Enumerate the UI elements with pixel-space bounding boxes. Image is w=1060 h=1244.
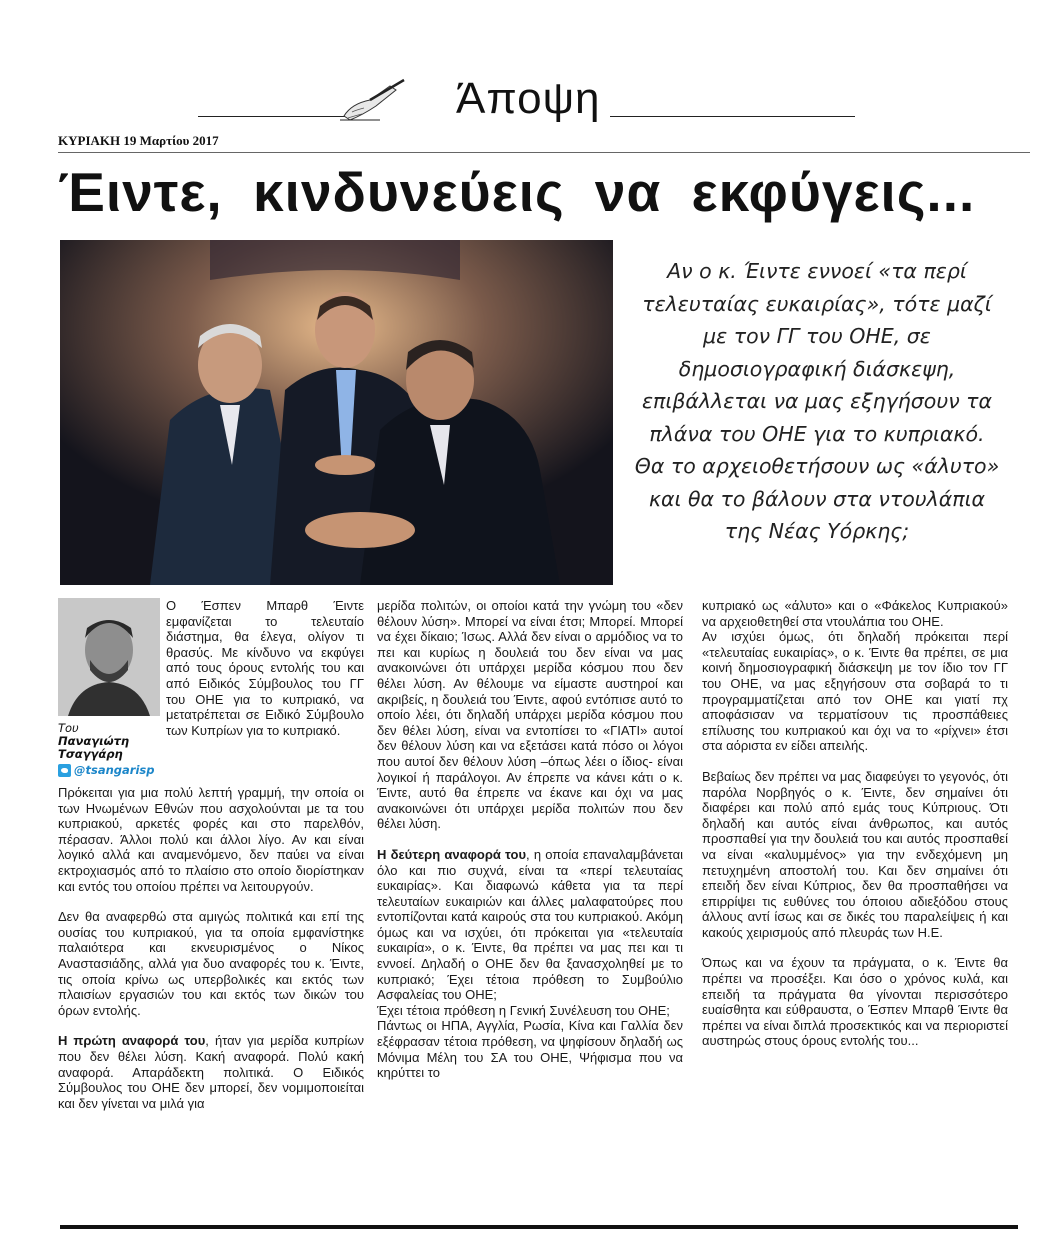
twitter-icon xyxy=(58,764,71,777)
header-rule-left xyxy=(198,116,348,117)
headline: Έιντε, κινδυνεύεις να εκφύγεις... xyxy=(58,161,976,223)
paragraph: Αν ισχύει όμως, ότι δηλαδή πρόκειται περί «τελευταίας ευκαιρίας», ο κ. Έιντε θα πρέπει, σε μια κοινή δημοσιογραφική διάσκεψη με τον ίδιο τον ΓΓ του ΟΗΕ, να μας εξηγήσουν στα σοβαρά το τι προγραμματίζεται από τον ΟΗΕ και γιατί πχ αποφάσισαν να τερματίσουν τις προσπάθειες επίλυσης του κυπριακού και όχι να το «ρίχνει» έτσι στα αόριστα εν είδει απειλής. xyxy=(702,629,1008,754)
paragraph: Βεβαίως δεν πρέπει να μας διαφεύγει το γεγονός, ότι παρόλα Νορβηγός ο κ. Έιντε, δεν σημαίνει ότι διαφέρει και πολύ από εμάς τους Κύπριους. Ότι δηλαδή και αυτός είναι άνθρωπος, και αυτός προσπαθεί για την δουλειά του και αυτός προσπαθεί να είναι «καλυμμένος» για την ενδεχόμενη μη πετυχημένη αποστολή του. Και δεν σημαίνει ότι επειδή δεν είναι Κύπριος, δεν θα προσπαθήσει να επιρρίψει τις ευθύνες του όποιου αδιεξόδου στους άλλους αντί ίσως και σε δικές του παραλείψεις ή και κακούς χειρισμούς από πλευράς των Η.Ε. xyxy=(702,768,1008,940)
paragraph xyxy=(377,847,683,1003)
section-title: Άποψη xyxy=(456,74,601,123)
dateline: ΚΥΡΙΑΚΗ 19 Μαρτίου 2017 xyxy=(58,133,219,148)
paragraph-text: , η οποία επαναλαμβάνεται όλο και πιο συχνά, είναι τα «περί τελευταίας ευκαιρίας». Και διαφωνώ κάθετα για τα περί τελευταίων ευκαιριών και άλλες μαλαφατούρες που εντοπίζονται κατά καιρούς στα του κυπριακού. Ακόμη όμως και να ισχύει, ότι πρόκειται για «τελευταία ευκαιρία», ο κ. Έιντε, θα πρέπει να μας πει και τι εννοεί. Δηλαδή ο ΟΗΕ δεν θα ξανασχοληθεί με το κυπριακό; Έχει τέτοια πρόθεση το Συμβούλιο Ασφαλείας του ΟΗΕ; xyxy=(377,846,683,1003)
bottom-divider xyxy=(60,1225,1018,1229)
paragraph: Πάντως οι ΗΠΑ, Αγγλία, Ρωσία, Κίνα και Γαλλία δεν εξέφρασαν τέτοια πρόθεση, να ψηφίσουν δηλαδή ως Μόνιμα Μέλη του ΣΑ του ΟΗΕ, Ψήφισμα που να κηρύττει το xyxy=(377,1018,683,1081)
body-column-3 xyxy=(702,598,1008,1064)
paragraph: Όπως και να έχουν τα πράγματα, ο κ. Έιντε θα πρέπει να προσέξει. Και όσο ο χρόνος κυλά, και επειδή τα πράγματα θα γίνονται περισσότερο ευαίσθητα και εύθραυστα, ο Έσπεν Μπαρθ Έιντε θα πρέπει να είναι διπλά προσεκτικός και να περιοριστεί αυστηρώς στους όρους εντολής του... xyxy=(702,955,1008,1049)
body-column-1 xyxy=(58,785,364,1126)
paragraph-text: , ήταν για μερίδα κυπρίων που δεν θέλει λύση. Κακή αναφορά. Πολύ κακή αναφορά. Απαράδεκτη πολιτικά. Ο Ειδικός Σύμβουλος του ΟΗΕ δεν μπορεί, δεν νομιμοποιείται και δεν γίνεται να μιλά για xyxy=(58,1033,364,1111)
author-name-line1: Παναγιώτη xyxy=(58,734,130,748)
body-column-2 xyxy=(377,598,683,1096)
author-name-line2: Τσαγγάρη xyxy=(58,747,123,761)
paragraph: Πρόκειται για μια πολύ λεπτή γραμμή, την οποία οι των Ηνωμένων Εθνών που ασχολούνται με τα του κυπριακού, αρκετές φορές και στο παρελθόν, πέρασαν. Άλλοι πολύ και άλλοι λίγο. Αν και είναι λογικό αλλά και αναμενόμενο, δεν παύει να είναι εκτροχιασμός από το πλαίσιο στο οποίο διορίστηκαν και εντός του οποίου πρέπει να λειτουργούν. xyxy=(58,785,364,894)
paragraph: μερίδα πολιτών, οι οποίοι κατά την γνώμη του «δεν θέλουν λύση». Μπορεί να είναι έτσι; Μπορεί. Μπορεί να έχει δίκαιο; Ίσως. Αλλά δεν είναι ο αρμόδιος να το πει και κυρίως η δουλειά του δεν είναι να μας ανακοινώνει ότι υπάρχει μερίδα κόσμου που δεν θέλει λύση. Αν θέλουμε να είμαστε αυστηροί και ακριβείς, η δουλειά του Έιντε, αφού εντόπισε αυτό το οποίο λέει, ότι δηλαδή υπάρχει μερίδα κόσμου που δεν θέλει λύση, είναι να εντοπίσει το «ΓΙΑΤΙ» αυτοί δεν θέλουν λύση και να εξετάσει κατά πόσο οι λόγοι που αυτοί δεν θέλουν λύση –όπως λέει ο ίδιος- είναι λογικοί ή παράλογοι. Αν έπρεπε να κάνει κάτι ο κ. Έιντε, αυτό θα έπρεπε να έκανε και όχι να μας ανακοινώνει ότι υπάρχει μερίδα πολιτών που δεν θέλει λύση. xyxy=(377,598,683,832)
pen-icon xyxy=(330,76,410,124)
top-divider xyxy=(58,152,1030,153)
paragraph-lead: Η δεύτερη αναφορά του xyxy=(377,846,527,862)
paragraph-lead: Η πρώτη αναφορά του xyxy=(58,1033,206,1049)
pull-quote: Αν ο κ. Έιντε εννοεί «τα περί τελευταίας ευκαιρίας», τότε μαζί με τον ΓΓ του ΟΗΕ, σε δημοσιογραφική διάσκεψη, επιβάλλεται να μας εξηγήσουν τα πλάνα του ΟΗΕ για το κυπριακό. Θα το αρχειοθετήσουν ως «άλυτο» και θα το βάλουν στα ντουλάπια της Νέας Υόρκης; xyxy=(634,259,1000,543)
author-handle-row xyxy=(58,763,160,777)
section-header xyxy=(190,70,870,130)
paragraph: κυπριακό ως «άλυτο» και ο «Φάκελος Κυπριακού» να αρχειοθετηθεί στα ντουλάπια του ΟΗΕ. xyxy=(702,598,1008,629)
author-box xyxy=(58,598,160,777)
author-handle[interactable]: @tsangarisp xyxy=(74,763,155,777)
paragraph: Ο Έσπεν Μπαρθ Έιντε εμφανίζεται το τελευταίο διάστημα, θα έλεγα, ολίγον τι θρασύς. Με κίνδυνο να εκφύγει από τους όρους εντολής του και από Ειδικός Σύμβουλος του ΓΓ του ΟΗΕ για το κυπριακό, να μετατρέπεται σε Ειδικό Σύμβουλο των Κυπρίων για το κυπριακό. xyxy=(166,598,364,738)
body-column-1-top xyxy=(166,598,364,738)
author-byline: Του xyxy=(58,721,79,735)
paragraph: Έχει τέτοια πρόθεση η Γενική Συνέλευση του ΟΗΕ; xyxy=(377,1002,670,1018)
author-photo xyxy=(58,598,160,716)
header-rule-right xyxy=(610,116,855,117)
lead-photo xyxy=(60,240,613,585)
paragraph xyxy=(58,1033,364,1111)
paragraph: Δεν θα αναφερθώ στα αμιγώς πολιτικά και επί της ουσίας του κυπριακού, για τα οποία εμφανίστηκε παλαιότερα και εκνευρισμένος ο Νίκος Αναστασιάδης, αλλά για δυο αναφορές του κ. Έιντε, τις οποία κρίνω ως υπερβολικές και εκτός των πλαισίων εργασιών του και εκτός των δικών του όρων εντολής. xyxy=(58,909,364,1018)
